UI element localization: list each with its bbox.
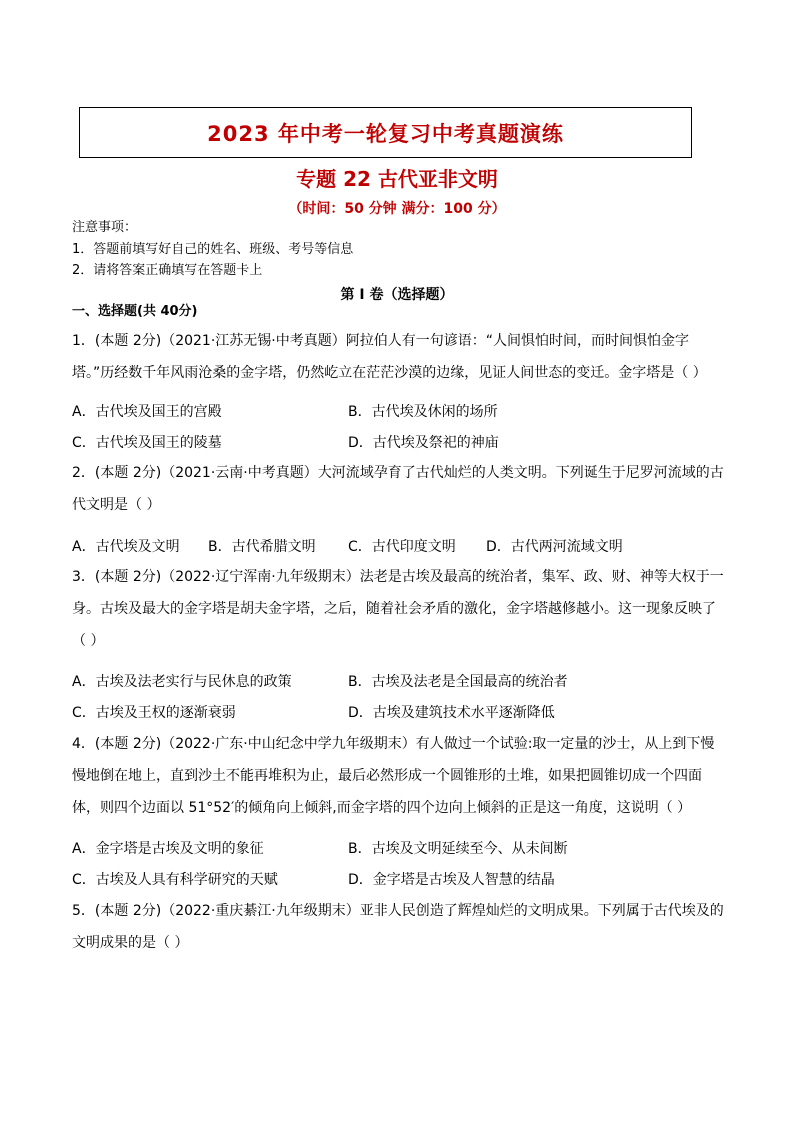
question-1-option-d: D．古代埃及祭祀的神庙 <box>348 435 499 451</box>
question-4-option-d: D．金字塔是古埃及人智慧的结晶 <box>348 872 555 888</box>
question-3-stem: 3．(本题 2分)（2022·辽宁浑南·九年级期末）法老是古埃及最高的统治者，集军、政、财、神等大权于一身。古埃及最大的金字塔是胡夫金字塔，之后，随着社会矛盾的激化，金字塔越修越小。这一现象反映了（ ） <box>72 569 724 649</box>
main-title: 2023 年中考一轮复习中考真题演练 <box>207 121 564 146</box>
question-2-option-c: C．古代印度文明 <box>348 539 456 555</box>
section-title: 一、选择题(共 40分) <box>72 304 198 319</box>
note-item: 1．答题前填写好自己的姓名、班级、考号等信息 <box>72 242 354 257</box>
question-5-stem: 5．(本题 2分)（2022·重庆綦江·九年级期末）亚非人民创造了辉煌灿烂的文明成果。下列属于古代埃及的文明成果的是（ ） <box>72 903 724 951</box>
question-2-option-a: A．古代埃及文明 <box>72 539 180 555</box>
volume-title: 第 I 卷（选择题） <box>340 287 454 303</box>
note-item: 2．请将答案正确填写在答题卡上 <box>72 263 263 278</box>
question-4-option-c: C．古埃及人具有科学研究的天赋 <box>72 872 278 888</box>
question-1-stem: 1．(本题 2分)（2021·江苏无锡·中考真题）阿拉伯人有一句谚语：“人间惧怕时间，而时间惧怕金字塔。”历经数千年风雨沧桑的金字塔，仍然屹立在茫茫沙漠的边缘，见证人间世态的变迁。金字塔是（ ） <box>72 333 707 381</box>
notes-title: 注意事项： <box>72 220 138 235</box>
title-box <box>79 107 692 158</box>
subtitle: 专题 22 古代亚非文明 <box>296 167 498 191</box>
question-1-option-a: A．古代埃及国王的宫殿 <box>72 404 222 420</box>
question-4-option-b: B．古埃及文明延续至今、从未间断 <box>348 841 568 857</box>
question-4-option-a: A．金字塔是古埃及文明的象征 <box>72 841 264 857</box>
question-2-option-d: D．古代两河流域文明 <box>486 539 623 555</box>
question-3-option-d: D．古埃及建筑技术水平逐渐降低 <box>348 705 555 721</box>
question-3-option-c: C．古埃及王权的逐渐衰弱 <box>72 705 236 721</box>
time-info: （时间：50 分钟 满分：100 分） <box>288 201 506 217</box>
question-1-option-b: B．古代埃及休闲的场所 <box>348 404 498 420</box>
question-1-option-c: C．古代埃及国王的陵墓 <box>72 435 222 451</box>
question-4-stem: 4．(本题 2分)（2022·广东·中山纪念中学九年级期末）有人做过一个试验:取一定量的沙士，从上到下慢慢地倒在地上，直到沙土不能再堆积为止，最后必然形成一个圆锥形的土堆，如果把圆锥切成一个四面体，则四个边面以 51°52′的倾角向上倾斜,而金字塔的四个边向上倾斜的正是这一角度，这说明（ ） <box>72 736 715 816</box>
question-2-stem: 2．(本题 2分)（2021·云南·中考真题）大河流域孕育了古代灿烂的人类文明。下列诞生于尼罗河流域的古代文明是（ ） <box>72 465 724 513</box>
question-3-option-a: A．古埃及法老实行与民休息的政策 <box>72 674 292 690</box>
question-3-option-b: B．古埃及法老是全国最高的统治者 <box>348 674 568 690</box>
question-2-option-b: B．古代希腊文明 <box>208 539 316 555</box>
